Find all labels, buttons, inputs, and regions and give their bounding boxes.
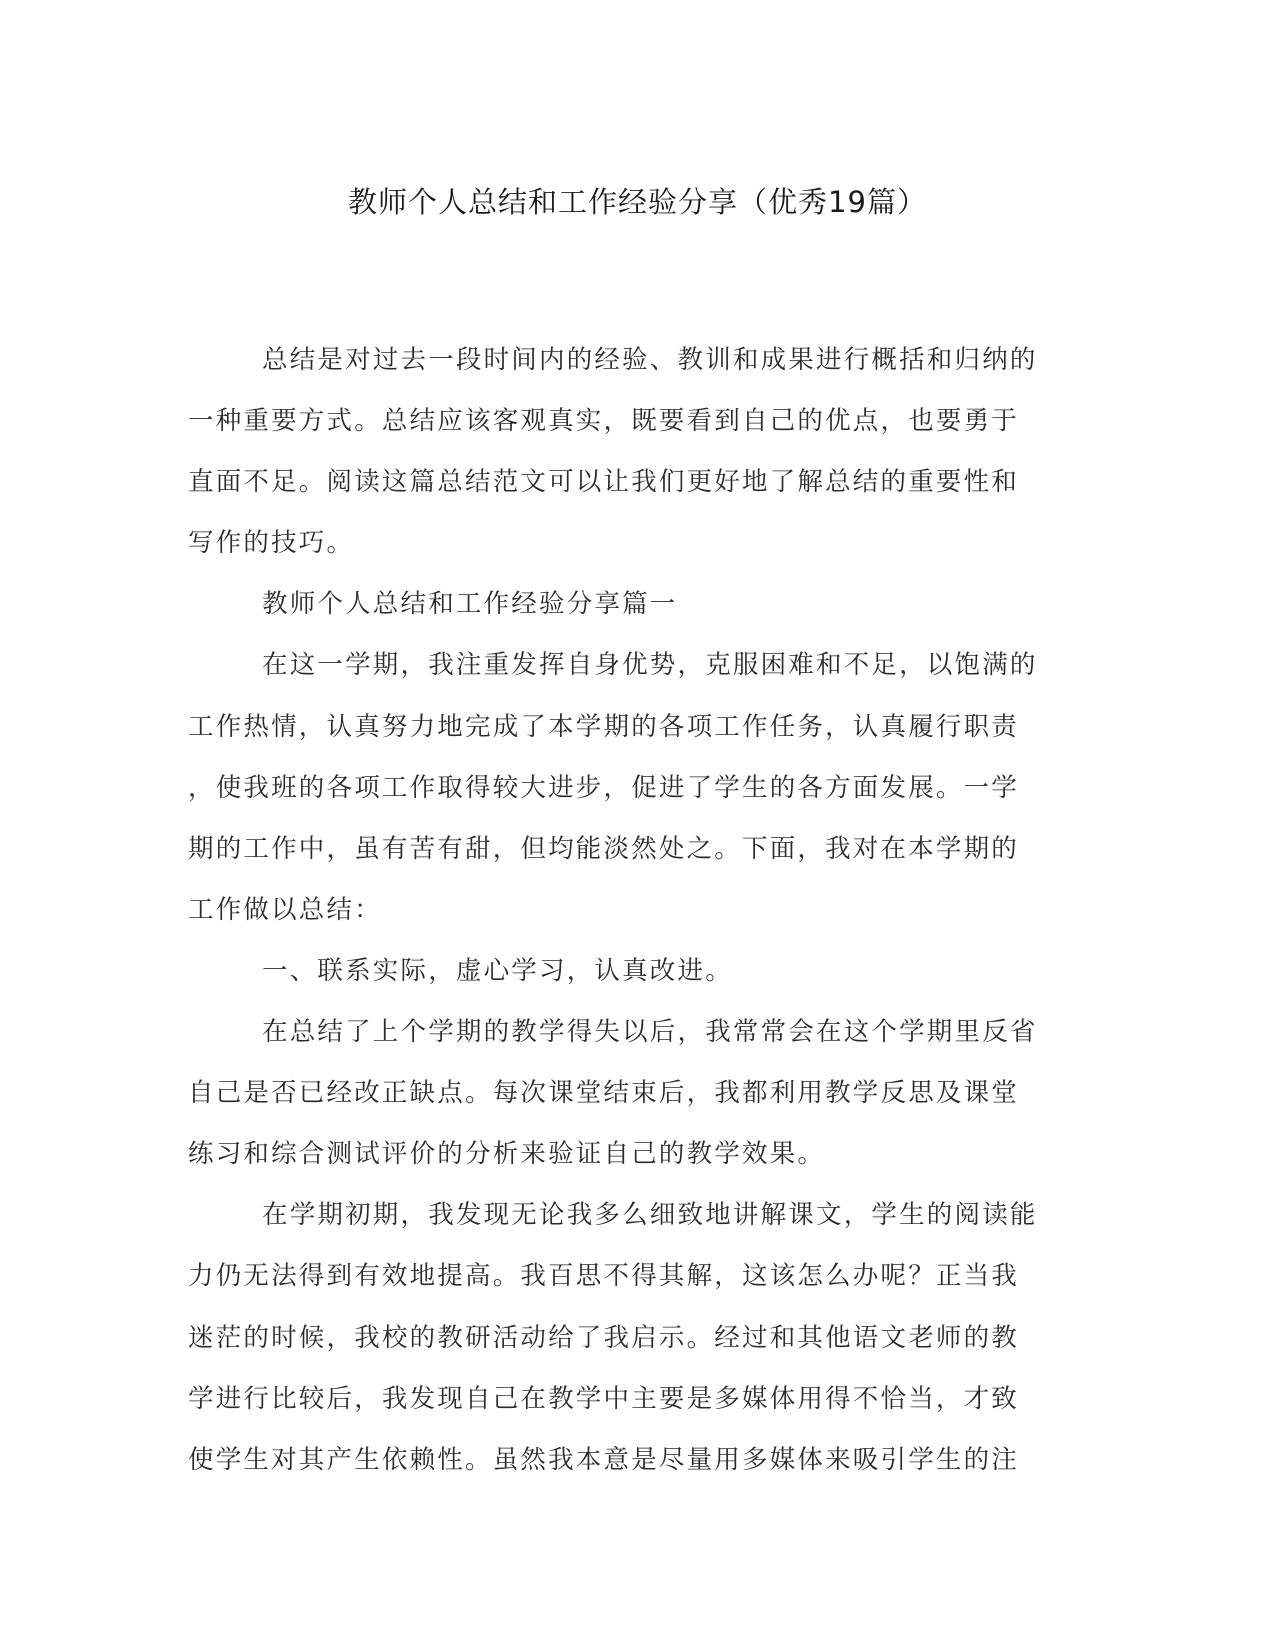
- text-line: 自己是否已经改正缺点。每次课堂结束后，我都利用教学反思及课堂: [188, 1078, 1020, 1109]
- text-line: 直面不足。阅读这篇总结范文可以让我们更好地了解总结的重要性和: [188, 467, 1020, 498]
- text-line: 迷茫的时候，我校的教研活动给了我启示。经过和其他语文老师的教: [188, 1322, 1020, 1353]
- text-line: 使学生对其产生依赖性。虽然我本意是尽量用多媒体来吸引学生的注: [188, 1444, 1020, 1475]
- text-line: 工作做以总结：: [188, 894, 382, 925]
- text-line: 一种重要方式。总结应该客观真实，既要看到自己的优点，也要勇于: [188, 406, 1020, 437]
- text-line: 学进行比较后，我发现自己在教学中主要是多媒体用得不恰当，才致: [188, 1383, 1020, 1414]
- text-line: 力仍无法得到有效地提高。我百思不得其解，这该怎么办呢？正当我: [188, 1261, 1020, 1292]
- text-line: 工作热情，认真努力地完成了本学期的各项工作任务，认真履行职责: [188, 711, 1020, 742]
- text-line: 教师个人总结和工作经验分享篇一: [262, 589, 678, 620]
- text-line: 在总结了上个学期的教学得失以后，我常常会在这个学期里反省: [262, 1017, 1038, 1048]
- text-line: 在这一学期，我注重发挥自身优势，克服困难和不足，以饱满的: [262, 650, 1038, 681]
- text-line: ，使我班的各项工作取得较大进步，促进了学生的各方面发展。一学: [188, 772, 1020, 803]
- text-line: 在学期初期，我发现无论我多么细致地讲解课文，学生的阅读能: [262, 1200, 1038, 1231]
- text-line: 期的工作中，虽有苦有甜，但均能淡然处之。下面，我对在本学期的: [188, 833, 1020, 864]
- text-line: 一、联系实际，虚心学习，认真改进。: [262, 955, 733, 986]
- text-line: 练习和综合测试评价的分析来验证自己的教学效果。: [188, 1139, 826, 1170]
- text-line: 总结是对过去一段时间内的经验、教训和成果进行概括和归纳的: [262, 345, 1038, 375]
- document-body: [188, 330, 1068, 1491]
- text-line: 写作的技巧。: [188, 528, 355, 559]
- document-title: 教师个人总结和工作经验分享（优秀19篇）: [348, 185, 927, 219]
